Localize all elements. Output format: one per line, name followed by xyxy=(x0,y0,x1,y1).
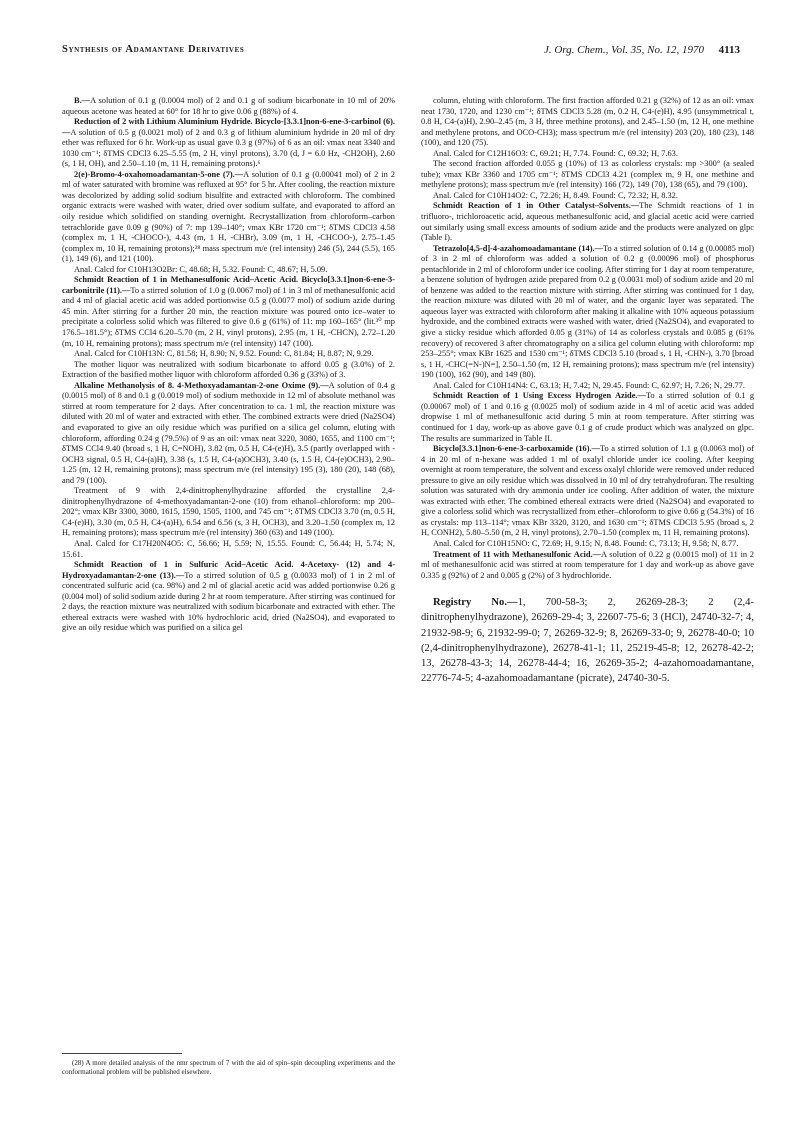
paragraph-heading: Reduction of 2 with Lithium Aluminium Hydride. Bicyclo-[3.3.1]non-6-ene-3-carbinol (6).— xyxy=(62,117,395,137)
paragraph-heading: 2(e)-Bromo-4-oxahomoadamantan-5-one (7).— xyxy=(74,169,244,179)
paragraph-text: To a stirred solution of 0.1 g (0.00067 mol) of 1 and 0.16 g (0.0025 mol) of sodium azide in 4 ml of acetic acid was added dropwise 1 ml of methanesulfonic acid during 5 min at room temperature. After stirring was continued for 1 day, work-up as above gave 0.1 g of crude product which was analyzed on glpc. The results are summarized in Table II. xyxy=(421,391,755,443)
paragraph xyxy=(421,550,754,582)
running-title: Synthesis of Adamantane Derivatives xyxy=(62,44,245,55)
paragraph-text: To a stirred solution of 0.14 g (0.00085 mol) of 3 in 2 ml of chloroform was added a solution of 0.2 g (0.00096 mol) of phosphorus pentachloride in 2 ml of chloroform under ice cooling. After stirring for 1 day at room temperature, a benzene solution of hydrogen azide prepared from 0.2 g (0.0031 mol) of sodium azide and 20 ml of benzene was added to the reaction mixture with stirring. After stirring was continued for 1 day, the reaction mixture was diluted with 20 ml of water, and the organic layer was separated. The aqueous layer was extracted with chloroform after making it alkaline with 10% aqueous potassium hydroxide, and the combined extracts were washed with water, dried (Na2SO4), and evaporated to give a sticky residue which afforded 0.05 g (31%) of 14 as colorless crystals and 0.085 g (61% recovery) of recovered 3 after chromatography on a silica gel column eluting with chloroform: mp 253–255°; νmax KBr 1625 and 1530 cm⁻¹; δTMS CDCl3 5.10 (broad s, 1 H, -CHN-), 3.70 [broad s, 1 H, -CHC(=N-)N=], 2.50–1.50 (m, 12 H, remaining protons); mass spectrum m/e (rel intensity) 190 (100), 162 (90), and 149 (80). xyxy=(421,243,755,380)
registry-label: Registry No.— xyxy=(433,597,518,609)
paragraph xyxy=(62,265,395,276)
paragraph-heading: Schmidt Reaction of 1 in Methanesulfonic Acid–Acetic Acid. Bicyclo[3.3.1]non-6-ene-3-carbonitrile (11).— xyxy=(62,275,395,295)
registry-numbers xyxy=(421,595,754,686)
left-column xyxy=(62,96,395,634)
paragraph-text: To a stirred solution of 0.5 g (0.0033 mol) of 1 in 2 ml of concentrated sulfuric acid (ca. 98%) and 2 ml of glacial acetic acid was added portionwise 0.26 g (0.004 mol) of solid sodium azide during 2 hr at room temperature. After stirring was continued for 2 days, the reaction mixture was neutralized with sodium bicarbonate and extracted with ether. The ethereal extracts were washed with 10% hydrochloric acid, dried (Na2SO4), and evaporated to give an oily residue which was purified on a silica gel xyxy=(62,570,395,633)
paragraph xyxy=(62,560,395,634)
paragraph xyxy=(62,539,395,560)
paragraph-heading: Alkaline Methanolysis of 8. 4-Methoxyadamantan-2-one Oxime (9).— xyxy=(74,380,329,390)
paragraph-text: Anal. Calcd for C10H14N4: C, 63.13; H, 7.42; N, 29.45. Found: C, 62.97; H, 7.26; N, 29.77. xyxy=(433,380,745,390)
paragraph xyxy=(62,381,395,486)
paragraph-text: To a stirred solution of 1.0 g (0.0067 mol) of 1 in 3 ml of methanesulfonic acid and 4 ml of glacial acetic acid was added portionwise 0.5 g (0.0077 mol) of sodium azide during 45 min. After stirring for a further 20 min, the reaction mixture was poured onto ice–water to precipitate a colorless solid which was filtered to give 0.6 g (61%) of 11: mp 160–165° (lit.³⁰ mp 176.5–181.5°); δTMS CCl4 6.20–5.70 (m, 2 H, vinyl protons), 2.95 (m, 1 H, -CHCN), 2.72–1.20 (m, 10 H, remaining protons); mass spectrum m/e (rel intensity) 147 (100). xyxy=(62,285,395,348)
paragraph-text: Treatment of 9 with 2,4-dinitrophenylhydrazine afforded the crystalline 2,4-dinitrophenylhydrazone of 4-methoxyadamantan-2-one (10) from ethanol–chloroform: mp 200–202°; νmax KBr 3300, 3080, 1615, 1590, 1505, 1100, and 745 cm⁻¹; δTMS CDCl3 3.70 (m, 0.5 H, C4-(e)H), 3.30 (m, 0.5 H, C4-(a)H), 6.54 and 6.56 (s, 3 H, OCH3), and 3.20–1.50 (complex m, 12 H, remaining protons); mass spectrum m/e (rel intensity) 360 (63) and 149 (100). xyxy=(62,486,395,538)
footnote: (28) A more detailed analysis of the nmr spectrum of 7 with the aid of spin–spin decoupling experiments and the conformational problem will be published elsewhere. xyxy=(62,1059,395,1076)
paragraph xyxy=(421,159,754,191)
paragraph xyxy=(421,391,754,444)
paragraph-heading: Schmidt Reaction of 1 in Other Catalyst–Solvents.— xyxy=(433,201,640,211)
paragraph-text: A solution of 0.1 g (0.00041 mol) of 2 in 2 ml of water saturated with bromine was refluxed at 95° for 5 hr. After cooling, the reaction mixture was decolorized by adding solid sodium bisulfite and extracted with chloroform. The combined organic extracts were washed with water, dried over sodium sulfate, and evaporated to afford an oily residue which solidified on standing overnight. Recrystallization from chloroform–carbon tetrachloride gave 0.09 g (90%) of 7: mp 139–140°; νmax KBr 1720 cm⁻¹; δTMS CDCl3 4.58 (complex m, 1 H, -CHOCO-), 4.43 (m, 1 H, -CHBr), 3.09 (m, 1 H, -CHCOO-), 2.75–1.45 (complex m, 10 H, remaining protons);²⁸ mass spectrum m/e (rel intensity) 246 (5), 244 (5.5), 165 (1), 149 (6), and 121 (100). xyxy=(62,169,395,264)
journal-citation: J. Org. Chem., Vol. 35, No. 12, 1970 xyxy=(543,44,704,56)
paragraph xyxy=(421,539,754,550)
paragraph xyxy=(62,170,395,265)
paragraph-text: A solution of 0.1 g (0.0004 mol) of 2 and 0.1 g of sodium bicarbonate in 10 ml of 20% aqueous acetone was heated at 60° for 18 hr to give 0.06 g (88%) of 4. xyxy=(62,96,395,116)
paragraph-heading: Bicyclo[3.3.1]non-6-ene-3-carboxamide (16).— xyxy=(433,444,600,454)
paragraph xyxy=(62,486,395,539)
paragraph xyxy=(421,191,754,202)
paragraph-text: Anal. Calcd for C17H20N4O5: C, 56.66; H, 5.59; N, 15.55. Found: C, 56.44; H, 5.74; N, 15.61. xyxy=(62,538,395,559)
registry-text: 1, 700-58-3; 2, 26269-28-3; 2 (2,4-dinitrophenylhydrazone), 26269-29-4; 3, 22607-75-6; 3 (HCl), 24740-32-7; 4, 21932-98-9; 6, 21932-99-0; 7, 26269-32-9; 8, 26269-33-0; 9, 26278-40-0; 10 (2,4-dinitrophenylhydrazone), 26278-41-1; 11, 25219-45-8; 12, 26278-42-2; 13, 26278-43-3; 14, 26278-44-4; 16, 26269-35-2; 4-azahomoadamantane, 22776-74-5; 4-azahomoadamantane (picrate), 24740-30-5. xyxy=(421,597,754,685)
paragraph xyxy=(421,201,754,243)
paragraph-text: The Schmidt reactions of 1 in trifluoro-, trichloroacetic acid, aqueous methanesulfonic acid, and glacial acetic acid were carried out similarly using small excess amounts of sodium azide and the products were analyzed on glpc (Table I). xyxy=(421,201,754,243)
paragraph-text: Anal. Calcd for C10H13O2Br: C, 48.68; H, 5.32. Found: C, 48.67; H, 5.09. xyxy=(74,264,328,274)
right-column xyxy=(421,96,754,686)
paragraph xyxy=(421,149,754,160)
paragraph xyxy=(62,275,395,349)
paragraph-text: Anal. Calcd for C10H13N: C, 81.58; H, 8.90; N, 9.52. Found: C, 81.84; H, 8.87; N, 9.29. xyxy=(74,349,374,359)
paragraph-text: A solution of 0.22 g (0.0015 mol) of 11 in 2 ml of methanesulfonic acid was stirred at room temperature for 1 day and work-up as above gave 0.335 g (92%) of 2 and 0.005 g (2%) of 3 hydrochloride. xyxy=(421,549,754,580)
paragraph-text: Anal. Calcd for C10H15NO: C, 72.69; H, 9.15; N, 8.48. Found: C, 73.13; H, 9.58; N, 8.77. xyxy=(433,538,739,548)
paragraph xyxy=(421,444,754,539)
paragraph-text: Anal. Calcd for C10H14O2: C, 72.26; H, 8.49. Found: C, 72.32; H, 8.32. xyxy=(433,190,678,200)
paragraph-text: column, eluting with chloroform. The first fraction afforded 0.21 g (32%) of 12 as an oil: νmax neat 1730, 1720, and 1230 cm⁻¹; δTMS CDCl3 5.28 (m, 0.2 H, C4-(e)H), 4.95 (unsymmetrical t, 0.8 H, C4-(a)H), 2.90–2.45 (m, 3 H, three methine protons), and 2.45–1.50 (m, 12 H, one methine and methylene protons, and OCO-CH3); mass spectrum m/e (rel intensity) 203 (20), 180 (23), 148 (100), and 120 (75). xyxy=(421,96,754,148)
page-header xyxy=(62,44,740,62)
paragraph xyxy=(62,349,395,360)
paragraph-text: To a stirred solution of 1.1 g (0.0063 mol) of 4 in 20 ml of n-hexane was added 1 ml of oxalyl chloride under ice cooling. After keeping overnight at room temperature, the solvent and excess oxalyl chloride were removed under reduced pressure to give an oily residue which was dissolved in 10 ml of dry tetrahydrofuran. The resulting solution was saturated with dry ammonia under ice cooling. After addition of water, the mixture was extracted with ether. The combined ethereal extracts were dried (Na2SO4) and evaporated to give a colorless solid which was recrystallized from ether–chloroform to give 0.66 g (54.3%) of 16 as crystals: mp 113–114°; νmax KBr 3320, 3120, and 1630 cm⁻¹; δTMS CDCl3 5.95 (broad s, 2 H, CONH2), 5.80–5.50 (m, 2 H, vinyl protons), 2.70–1.50 (complex m, 11 H, remaining protons). xyxy=(421,444,755,538)
paragraph-heading: Treatment of 11 with Methanesulfonic Acid.— xyxy=(433,549,601,559)
paragraph xyxy=(421,96,754,149)
paragraph-text: Anal. Calcd for C12H16O3: C, 69.21; H, 7.74. Found: C, 69.32; H, 7.63. xyxy=(433,148,678,158)
paragraph xyxy=(62,117,395,170)
paragraph-text: The mother liquor was neutralized with sodium bicarbonate to afford 0.05 g (3.0%) of 2. Extraction of the basified mother liquor with chloroform afforded 0.36 g (33%) of 3. xyxy=(62,359,395,380)
paragraph-heading: B.— xyxy=(74,96,91,105)
page-number: 4113 xyxy=(718,44,740,56)
paragraph xyxy=(62,360,395,381)
paragraph-text: A solution of 0.4 g (0.0015 mol) of 8 and 0.1 g (0.0019 mol) of sodium methoxide in 12 ml of absolute methanol was stirred at room temperature for 2 days. After concentration to ca. 1 ml, the reaction mixture was diluted with 20 ml of water and extracted with ether. The combined extracts were dried (Na2SO4) and evaporated to give an oily residue which was purified on a silica gel column, eluting with chloroform, affording 0.24 g (79.5%) of 9 as an oil: νmax neat 3220, 3080, 1655, and 1100 cm⁻¹; δTMS CCl4 9.40 (broad s, 1 H, C=NOH), 3.82 (m, 0.5 H, C4-(e)H), 3.5 (partly overlapped with -OCH3 signal, 0.5 H, C4-(a)H), 3.38 (s, 1.5 H, C4-(a)OCH3), 3.40 (s, 1.5 H, C4-(e)OCH3), 2.90–1.25 (m, 12 H, remaining protons); mass spectrum m/e (rel intensity) 195 (3), 180 (20), 148 (68), and 79 (100). xyxy=(62,380,395,485)
footnote-divider xyxy=(62,1053,182,1054)
paragraph xyxy=(421,244,754,381)
paragraph xyxy=(421,381,754,392)
paragraph-heading: Schmidt Reaction of 1 in Sulfuric Acid–Acetic Acid. 4-Acetoxy- (12) and 4-Hydroxyadamantan-2-one (13).— xyxy=(62,560,395,580)
paragraph-heading: Tetrazolo[4,5-d]-4-azahomoadamantane (14).— xyxy=(433,243,603,253)
paragraph-text: A solution of 0.5 g (0.0021 mol) of 2 and 0.3 g of lithium aluminium hydride in 20 ml of dry ether was refluxed for 6 hr. Work-up as usual gave 0.3 g (97%) of 6 as an oil: νmax neat 3340 and 1030 cm⁻¹; δTMS CDCl3 6.25–5.55 (m, 2 H, vinyl protons), 3.70 (d, J = 6.0 Hz, -CH2OH), 2.60 (s, 1 H, OH), and 2.50–1.10 (m, 11 H, remaining protons).⁶ xyxy=(62,127,395,169)
paragraph xyxy=(62,96,395,117)
paragraph-heading: Schmidt Reaction of 1 Using Excess Hydrogen Azide.— xyxy=(433,391,646,401)
paragraph-text: The second fraction afforded 0.055 g (10%) of 13 as colorless crystals: mp >300° (a sealed tube); νmax KBr 3360 and 1705 cm⁻¹; δTMS CDCl3 4.21 (complex m, 9 H, one methine and methylene protons); mass spectrum m/e (rel intensity) 166 (72), 149 (70), 138 (65), and 79 (100). xyxy=(421,159,754,190)
